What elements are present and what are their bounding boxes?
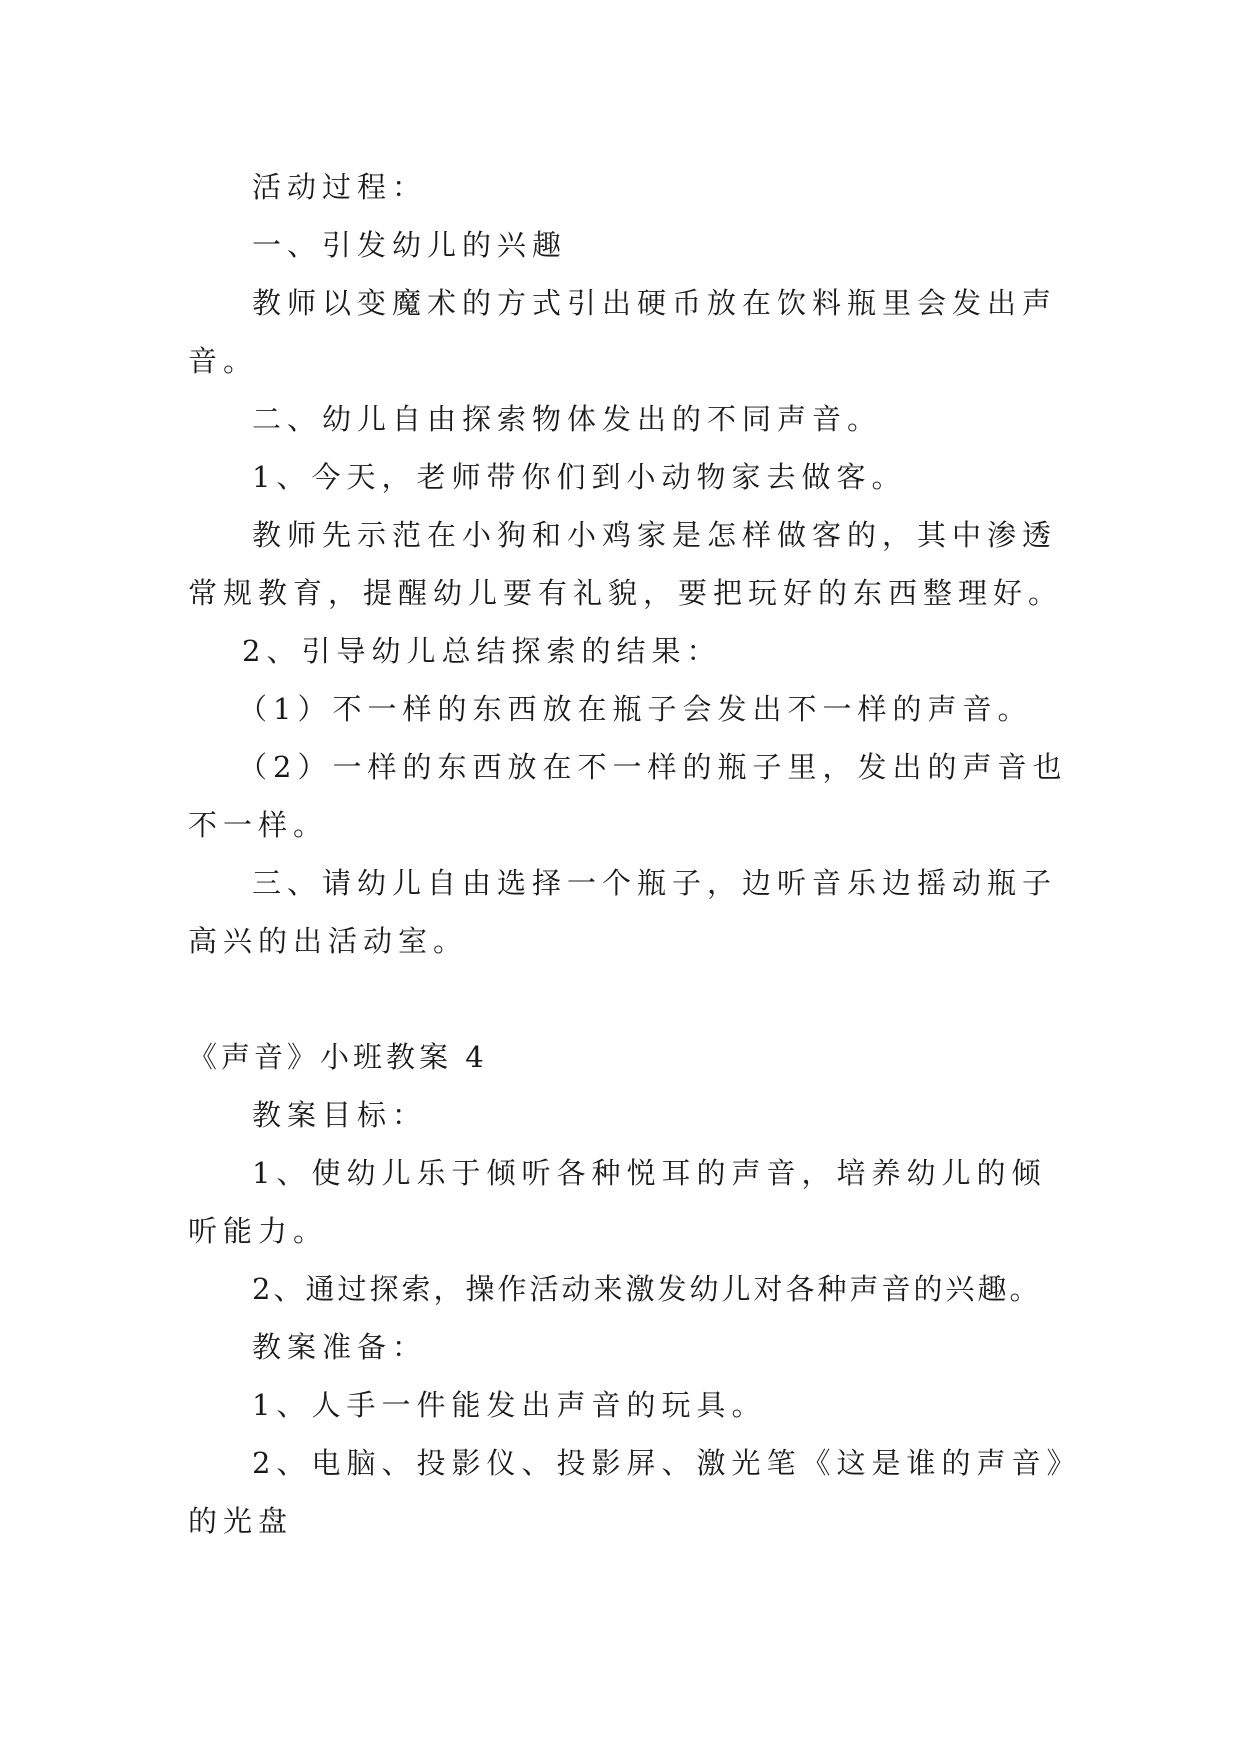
prep2: 2、电脑、投影仪、投影屏、激光笔《这是谁的声音》的光盘	[188, 1446, 1067, 1538]
step2-item2: 2、引导幼儿总结探索的结果：	[242, 634, 722, 668]
activity-process-heading: 活动过程：	[252, 170, 428, 204]
goal1: 1、使幼儿乐于倾听各种悦耳的声音，培养幼儿的倾听能力。	[188, 1156, 1047, 1248]
step1-text: 教师以变魔术的方式引出硬币放在饮料瓶里会发出声音。	[188, 286, 1058, 378]
result2: （2）一样的东西放在不一样的瓶子里，发出的声音也不一样。	[188, 750, 1068, 842]
goal2: 2、通过探索，操作活动来激发幼儿对各种声音的兴趣。	[252, 1272, 1042, 1306]
section-title: 《声音》小班教案 4	[188, 1040, 488, 1074]
document-body	[188, 158, 1068, 1550]
step1-title: 一、引发幼儿的兴趣	[252, 228, 568, 262]
section-gap	[188, 970, 1068, 1028]
step2-item1: 1、今天，老师带你们到小动物家去做客。	[252, 460, 907, 494]
prep1: 1、人手一件能发出声音的玩具。	[252, 1388, 767, 1422]
step2-title: 二、幼儿自由探索物体发出的不同声音。	[252, 402, 883, 436]
goals-heading: 教案目标：	[252, 1098, 428, 1132]
result1: （1）不一样的东西放在瓶子会发出不一样的声音。	[238, 692, 1033, 726]
prep-heading: 教案准备：	[252, 1330, 428, 1364]
step2-item1-text: 教师先示范在小狗和小鸡家是怎样做客的，其中渗透常规教育，提醒幼儿要有礼貌，要把玩好的东西整理好。	[188, 518, 1064, 610]
step3-text: 三、请幼儿自由选择一个瓶子，边听音乐边摇动瓶子高兴的出活动室。	[188, 866, 1058, 958]
